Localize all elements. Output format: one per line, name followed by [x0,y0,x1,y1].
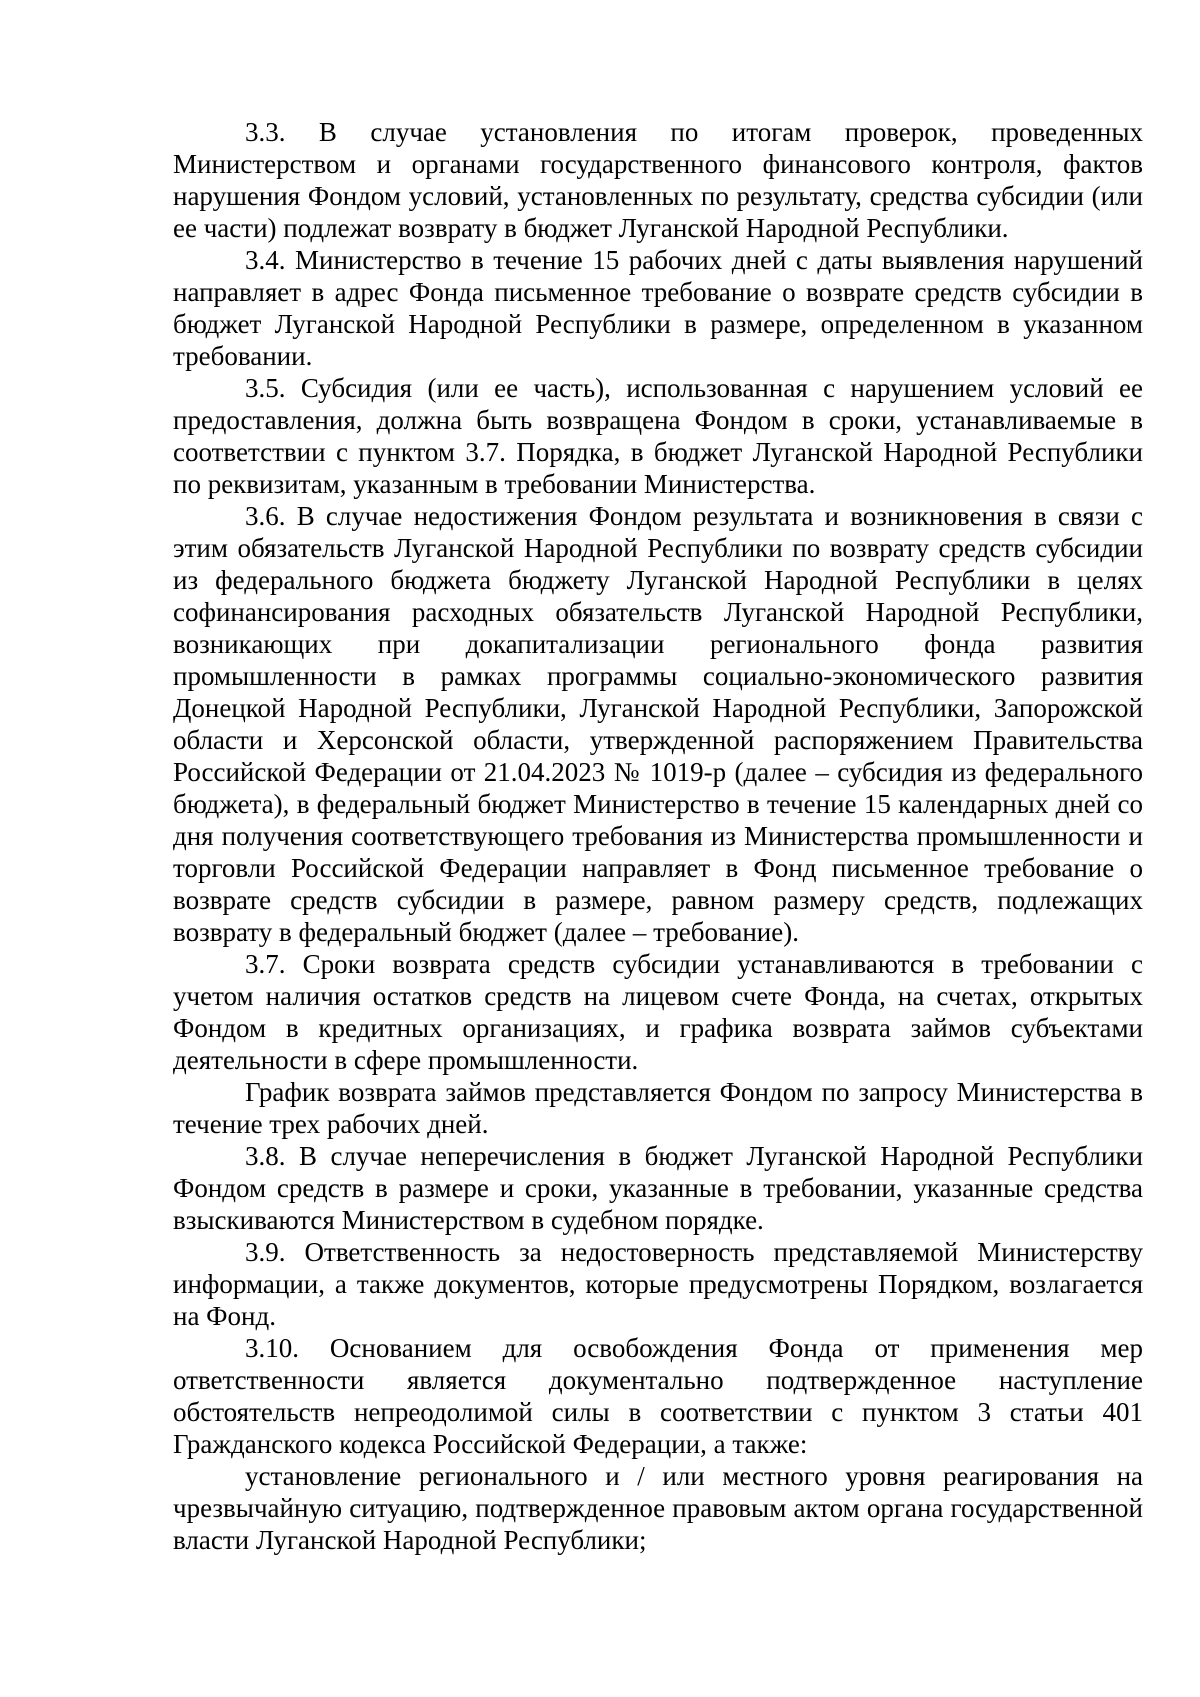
paragraph-3-7: 3.7. Сроки возврата средств субсидии устанавливаются в требовании с учетом наличия остатков средств на лицевом счете Фонда, на счетах, открытых Фондом в кредитных организациях, и графика возврата займов субъектами деятельности в сфере промышленности. [173,949,1143,1075]
paragraph-3-3: 3.3. В случае установления по итогам проверок, проведенных Министерством и органами государственного финансового контроля, фактов нарушения Фондом условий, установленных по результату, средства субсидии (или ее части) подлежат возврату в бюджет Луганской Народной Республики. [173,117,1143,243]
paragraph-3-5: 3.5. Субсидия (или ее часть), использованная с нарушением условий ее предоставления, должна быть возвращена Фондом в сроки, устанавливаемые в соответствии с пунктом 3.7. Порядка, в бюджет Луганской Народной Республики по реквизитам, указанным в требовании Министерства. [173,373,1143,499]
paragraph-3-9: 3.9. Ответственность за недостоверность представляемой Министерству информации, а также документов, которые предусмотрены Порядком, возлагается на Фонд. [173,1237,1143,1331]
paragraph-3-4: 3.4. Министерство в течение 15 рабочих дней с даты выявления нарушений направляет в адрес Фонда письменное требование о возврате средств субсидии в бюджет Луганской Народной Республики в размере, определенном в указанном требовании. [173,245,1143,371]
paragraph-3-8: 3.8. В случае неперечисления в бюджет Луганской Народной Республики Фондом средств в размере и сроки, указанные в требовании, указанные средства взыскиваются Министерством в судебном порядке. [173,1141,1143,1235]
paragraph-3-7-schedule: График возврата займов представляется Фондом по запросу Министерства в течение трех рабочих дней. [173,1077,1143,1139]
paragraph-3-6: 3.6. В случае недостижения Фондом результата и возникновения в связи с этим обязательств Луганской Народной Республики по возврату средств субсидии из федерального бюджета бюджету Луганской Народной Республики в целях софинансирования расходных обязательств Луганской Народной Республики, возникающих при докапитализации регионального фонда развития промышленности в рамках программы социально-экономического развития Донецкой Народной Республики, Луганской Народной Республики, Запорожской области и Херсонской области, утвержденной распоряжением Правительства Российской Федерации от 21.04.2023 № 1019-р (далее – субсидия из федерального бюджета), в федеральный бюджет Министерство в течение 15 календарных дней со дня получения соответствующего требования из Министерства промышленности и торговли Российской Федерации направляет в Фонд письменное требование о возврате средств субсидии в размере, равном размеру средств, подлежащих возврату в федеральный бюджет (далее – требование). [173,501,1143,947]
paragraph-3-10: 3.10. Основанием для освобождения Фонда от применения мер ответственности является документально подтвержденное наступление обстоятельств непреодолимой силы в соответствии с пунктом 3 статьи 401 Гражданского кодекса Российской Федерации, а также: [173,1333,1143,1459]
document-body [173,116,1143,1556]
paragraph-3-10-item: установление регионального и / или местного уровня реагирования на чрезвычайную ситуацию, подтвержденное правовым актом органа государственной власти Луганской Народной Республики; [173,1461,1143,1555]
